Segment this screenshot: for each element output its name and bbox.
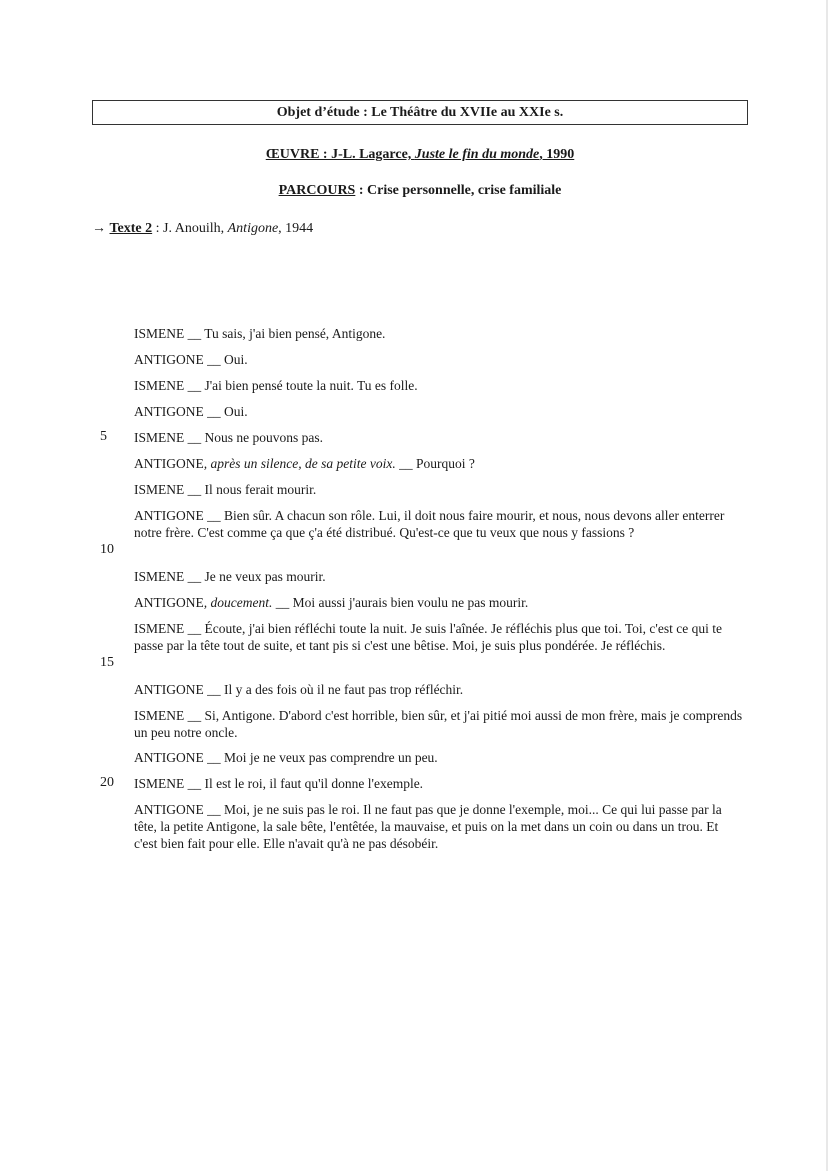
spoken-line: __ Il nous ferait mourir. xyxy=(184,482,317,497)
speaker-name: ANTIGONE xyxy=(134,352,204,367)
speaker-name: ANTIGONE xyxy=(134,682,204,697)
oeuvre-line xyxy=(92,147,748,163)
arrow-icon: → xyxy=(92,221,110,236)
dialogue-line xyxy=(134,620,744,654)
line-number: 20 xyxy=(100,775,114,790)
speaker-name: ISMENE xyxy=(134,569,185,584)
dialogue-line xyxy=(134,568,744,585)
oeuvre-title: Juste le fin du monde xyxy=(414,147,540,162)
spoken-line: __ Je ne veux pas mourir. xyxy=(184,569,326,584)
parcours-label: PARCOURS xyxy=(278,183,356,198)
parcours-text: : Crise personnelle, crise familiale xyxy=(355,183,562,198)
texte-heading xyxy=(92,221,313,237)
speaker-name: ANTIGONE xyxy=(134,456,204,471)
spoken-line: __ Nous ne pouvons pas. xyxy=(184,430,323,445)
spoken-line: __ Bien sûr. A chacun son rôle. Lui, il doit nous faire mourir, et nous, nous devons aller enterrer notre frère. C'est comme ça que ç'a été distribué. Qu'est-ce que tu veux que nous y fassions ? xyxy=(134,508,725,540)
spoken-line: __ Tu sais, j'ai bien pensé, Antigone. xyxy=(184,326,386,341)
speaker-name: ISMENE xyxy=(134,430,185,445)
speaker-name: ISMENE xyxy=(134,482,185,497)
dialogue-line xyxy=(134,507,744,541)
speaker-name: ISMENE xyxy=(134,326,185,341)
speaker-name: ISMENE xyxy=(134,621,185,636)
line-number: 15 xyxy=(100,655,114,670)
parcours-line xyxy=(92,183,748,199)
spoken-line: __ Oui. xyxy=(203,404,248,419)
texte-work: Antigone xyxy=(227,221,279,236)
texte-sep: : J. Anouilh, xyxy=(155,221,228,236)
speaker-name: ANTIGONE xyxy=(134,595,204,610)
dialogue-line xyxy=(134,594,744,611)
dialogue-line xyxy=(134,351,744,368)
oeuvre-year: , 1990 xyxy=(539,147,575,162)
speaker-name: ISMENE xyxy=(134,708,185,723)
dialogue-line xyxy=(134,707,744,741)
speaker-name: ISMENE xyxy=(134,378,185,393)
spoken-line: __ Moi, je ne suis pas le roi. Il ne faut pas que je donne l'exemple, moi... Ce qui lui passe par la tête, la petite Antigone, la sale bête, l'entêtée, la mauvaise, et puis on la met dans un coin ou dans un trou. Et c'est bien fait pour elle. Elle n'avait qu'à ne pas désobéir. xyxy=(134,802,722,851)
texte-label: Texte 2 xyxy=(109,221,153,236)
stage-direction: , doucement. xyxy=(203,595,273,610)
texte-year: , 1944 xyxy=(278,221,314,236)
dialogue-line xyxy=(134,325,744,342)
dialogue-line xyxy=(134,749,744,766)
spoken-line: __ Il y a des fois où il ne faut pas trop réfléchir. xyxy=(203,682,464,697)
speaker-name: ISMENE xyxy=(134,776,185,791)
spoken-line: __ Si, Antigone. D'abord c'est horrible, bien sûr, et j'ai pitié moi aussi de mon frère, mais je comprends un peu notre oncle. xyxy=(134,708,743,740)
dialogue-line xyxy=(134,377,744,394)
spoken-line: __ Il est le roi, il faut qu'il donne l'exemple. xyxy=(184,776,424,791)
dialogue-line xyxy=(134,775,744,792)
speaker-name: ANTIGONE xyxy=(134,750,204,765)
spoken-line: __ Écoute, j'ai bien réfléchi toute la nuit. Je suis l'aînée. Je réfléchis plus que toi. Toi, c'est ce qui te passe par la tête tout de suite, et tant pis si c'est une bêtise. Moi, je suis plus pondérée. Je réfléchis. xyxy=(134,621,722,653)
dialogue-line xyxy=(134,801,744,852)
speaker-name: ANTIGONE xyxy=(134,508,204,523)
dialogue-line xyxy=(134,429,744,446)
line-number: 10 xyxy=(100,542,114,557)
spoken-line: __ Moi je ne veux pas comprendre un peu. xyxy=(203,750,438,765)
line-number: 5 xyxy=(100,429,107,444)
spoken-line: __ J'ai bien pensé toute la nuit. Tu es folle. xyxy=(184,378,418,393)
stage-direction: , après un silence, de sa petite voix. xyxy=(203,456,396,471)
spoken-line: __ Oui. xyxy=(203,352,248,367)
spoken-line: __ Pourquoi ? xyxy=(395,456,475,471)
oeuvre-label: ŒUVRE : J-L. Lagarce, xyxy=(265,147,415,162)
dialogue-line xyxy=(134,681,744,698)
dialogue-line xyxy=(134,455,744,472)
page-title: Objet d’étude : Le Théâtre du XVIIe au XXIe s. xyxy=(92,100,748,125)
dialogue-line xyxy=(134,403,744,420)
dialogue-line xyxy=(134,481,744,498)
speaker-name: ANTIGONE xyxy=(134,802,204,817)
speaker-name: ANTIGONE xyxy=(134,404,204,419)
spoken-line: __ Moi aussi j'aurais bien voulu ne pas mourir. xyxy=(272,595,529,610)
